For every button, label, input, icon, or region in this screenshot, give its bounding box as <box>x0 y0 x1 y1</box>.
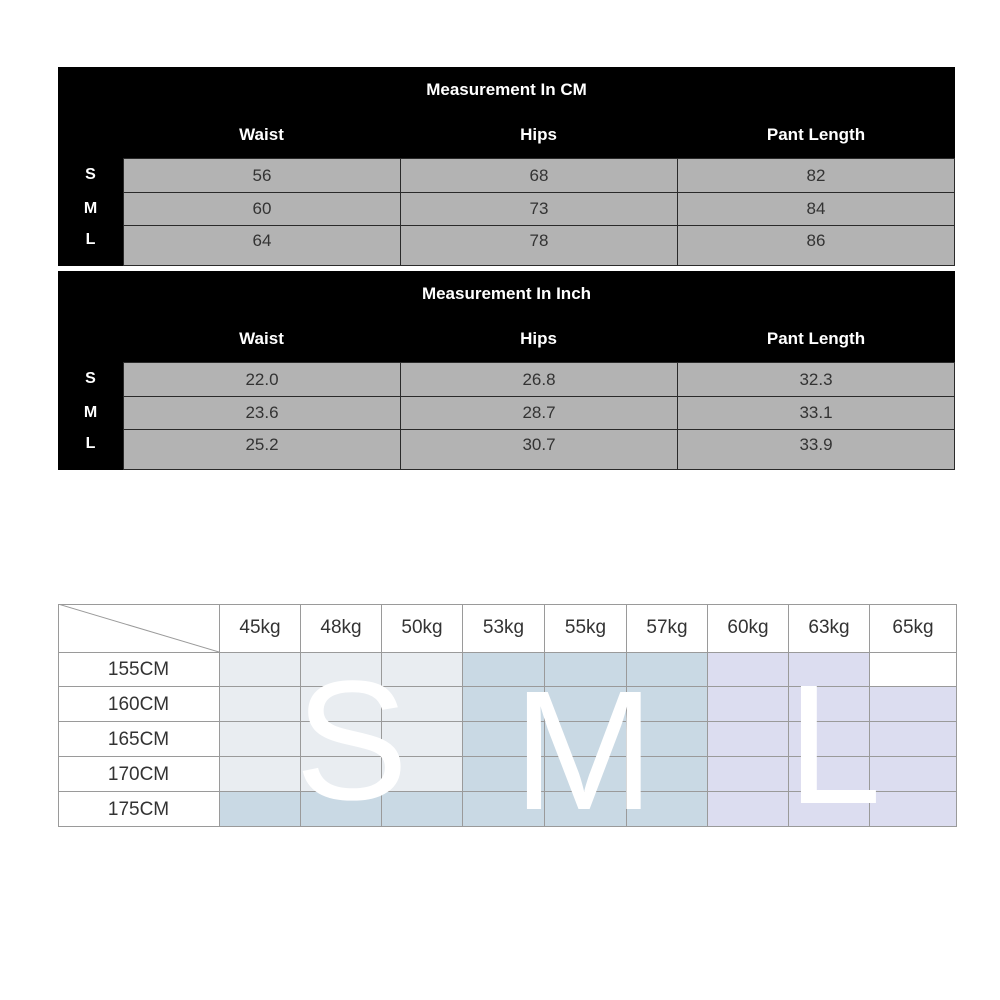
inch-header-waist: Waist <box>239 329 284 348</box>
size-cell <box>463 722 545 757</box>
size-cell <box>545 792 627 827</box>
size-cell <box>545 722 627 757</box>
inch-header-pant-length: Pant Length <box>766 329 866 348</box>
size-cell <box>627 687 708 722</box>
weight-header-50kg: 50kg <box>382 604 463 653</box>
cm-measurement-table <box>58 67 955 266</box>
size-cell <box>382 687 463 722</box>
cm-row-label-s: S <box>85 166 96 183</box>
size-cell <box>382 653 463 687</box>
size-cell <box>220 653 301 687</box>
size-cell <box>708 653 789 687</box>
cm-cell-s-waist: 56 <box>123 158 401 193</box>
size-cell <box>301 687 382 722</box>
inch-cell-l-pant-length: 33.9 <box>677 429 955 470</box>
size-cell <box>789 653 870 687</box>
cm-cell-m-hips: 73 <box>400 192 678 226</box>
size-cell <box>708 792 789 827</box>
size-cell <box>870 757 957 792</box>
weight-header-55kg: 55kg <box>545 604 627 653</box>
size-cell <box>463 687 545 722</box>
size-cell <box>463 792 545 827</box>
weight-header-63kg: 63kg <box>789 604 870 653</box>
size-cell <box>870 687 957 722</box>
size-recommendation-grid <box>58 604 957 846</box>
size-cell <box>870 792 957 827</box>
cm-row-label-m: M <box>83 200 98 217</box>
inch-cell-s-pant-length: 32.3 <box>677 362 955 397</box>
cm-header-waist: Waist <box>239 125 284 144</box>
size-cell <box>220 687 301 722</box>
weight-header-48kg: 48kg <box>301 604 382 653</box>
size-cell <box>301 722 382 757</box>
size-letter-S: S <box>295 646 409 836</box>
inch-row-label-l: L <box>85 435 96 452</box>
size-cell <box>545 757 627 792</box>
size-cell <box>627 757 708 792</box>
cm-row-label-l: L <box>85 231 96 248</box>
diagonal-divider <box>58 604 219 652</box>
size-cell <box>463 653 545 687</box>
size-cell <box>301 757 382 792</box>
size-cell <box>708 687 789 722</box>
size-cell <box>382 722 463 757</box>
size-cell <box>382 792 463 827</box>
weight-header-57kg: 57kg <box>627 604 708 653</box>
height-label-155CM: 155CM <box>58 653 220 687</box>
cm-cell-s-hips: 68 <box>400 158 678 193</box>
inch-header-hips: Hips <box>520 329 557 348</box>
inch-table-title: Measurement In Inch <box>421 284 592 303</box>
weight-header-65kg: 65kg <box>870 604 957 653</box>
size-cell <box>627 653 708 687</box>
cm-cell-m-waist: 60 <box>123 192 401 226</box>
size-cell <box>870 653 957 687</box>
size-cell <box>708 757 789 792</box>
size-cell <box>382 757 463 792</box>
size-cell <box>870 722 957 757</box>
height-label-175CM: 175CM <box>58 792 220 827</box>
size-cell <box>545 687 627 722</box>
size-cell <box>789 792 870 827</box>
inch-cell-s-waist: 22.0 <box>123 362 401 397</box>
height-label-170CM: 170CM <box>58 757 220 792</box>
inch-cell-l-waist: 25.2 <box>123 429 401 470</box>
cm-table-title: Measurement In CM <box>426 80 587 99</box>
size-cell <box>789 722 870 757</box>
size-cell <box>220 792 301 827</box>
size-letter-M: M <box>513 656 655 846</box>
inch-row-label-m: M <box>83 404 98 421</box>
inch-cell-m-hips: 28.7 <box>400 396 678 430</box>
weight-header-60kg: 60kg <box>708 604 789 653</box>
size-cell <box>708 722 789 757</box>
cm-cell-s-pant-length: 82 <box>677 158 955 193</box>
weight-header-45kg: 45kg <box>220 604 301 653</box>
size-cell <box>627 722 708 757</box>
height-label-165CM: 165CM <box>58 722 220 757</box>
size-cell <box>301 653 382 687</box>
size-cell <box>789 757 870 792</box>
cm-cell-l-waist: 64 <box>123 225 401 266</box>
inch-cell-l-hips: 30.7 <box>400 429 678 470</box>
size-cell <box>463 757 545 792</box>
height-label-160CM: 160CM <box>58 687 220 722</box>
cm-cell-m-pant-length: 84 <box>677 192 955 226</box>
inch-cell-m-waist: 23.6 <box>123 396 401 430</box>
grid-corner-cell <box>58 604 220 653</box>
inch-measurement-table <box>58 271 955 470</box>
size-cell <box>220 757 301 792</box>
cm-header-pant-length: Pant Length <box>766 125 866 144</box>
cm-header-hips: Hips <box>520 125 557 144</box>
weight-header-53kg: 53kg <box>463 604 545 653</box>
size-letter-L: L <box>787 650 882 840</box>
size-cell <box>301 792 382 827</box>
cm-cell-l-hips: 78 <box>400 225 678 266</box>
size-cell <box>220 722 301 757</box>
inch-row-label-s: S <box>85 370 96 387</box>
size-cell <box>627 792 708 827</box>
size-cell <box>789 687 870 722</box>
inch-cell-s-hips: 26.8 <box>400 362 678 397</box>
size-cell <box>545 653 627 687</box>
inch-cell-m-pant-length: 33.1 <box>677 396 955 430</box>
cm-cell-l-pant-length: 86 <box>677 225 955 266</box>
